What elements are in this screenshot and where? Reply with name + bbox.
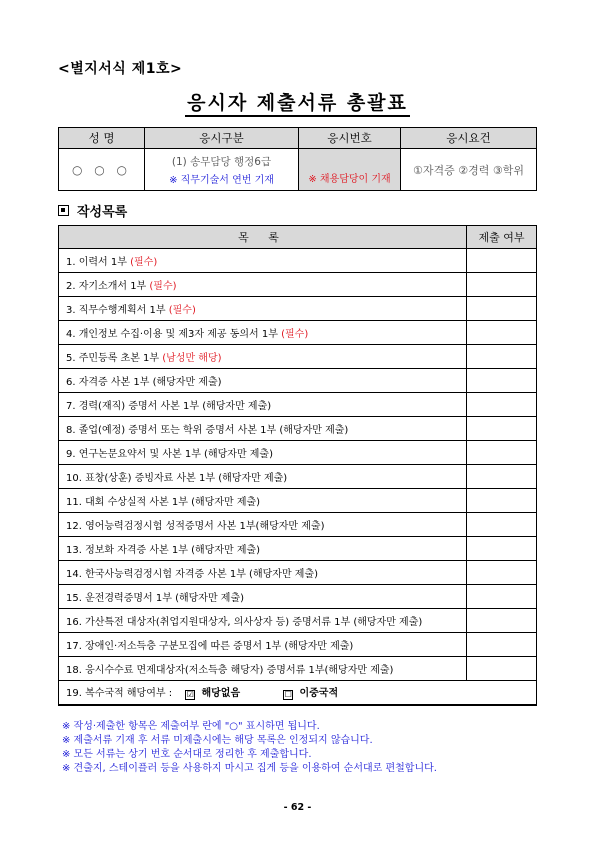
list-item-text: 11. 대회 수상실적 사본 1부 (해당자만 제출) [66,497,261,508]
list-item [59,465,467,489]
applicant-table-row [59,149,537,191]
list-item [59,393,467,417]
checkbox-empty-icon[interactable]: ☐ [284,690,292,700]
list-item-text: 13. 정보화 자격증 사본 1부 (해당자만 제출) [66,545,261,556]
list-item-note: (필수) [149,281,177,292]
table-row [59,609,537,633]
note-4: ※ 견출지, 스테이플러 등을 사용하지 마시고 집게 등을 이용하여 순서대로 편철합니다. [62,763,437,774]
list-item-text: 16. 가산특전 대상자(취업지원대상자, 의사상자 등) 증명서류 1부 (해당자만 제출) [66,617,423,628]
submitted-cell[interactable] [467,585,537,609]
table-row [59,513,537,537]
list-item [59,417,467,441]
submitted-cell[interactable] [467,297,537,321]
list-item [59,585,467,609]
table-row [59,633,537,657]
document-list-table [58,225,537,706]
list-table-header [59,226,537,249]
applicant-table-header [59,128,537,149]
category-value: (1) 송무담당 행정6급 [171,155,272,168]
submitted-cell[interactable] [467,561,537,585]
submitted-cell[interactable] [467,633,537,657]
note-2: ※ 제출서류 기재 후 서류 미제출시에는 해당 목록은 인정되지 않습니다. [62,735,373,746]
table-row [59,441,537,465]
dual-nationality-label: 19. 복수국적 해당여부 : [66,688,173,700]
list-item-text: 15. 운전경력증명서 1부 (해당자만 제출) [66,593,245,604]
document-title: 응시자 제출서류 총괄표 [0,88,595,115]
list-item [59,441,467,465]
checkbox-checked-icon[interactable]: ☑ [186,690,194,700]
submitted-cell[interactable] [467,345,537,369]
table-row [59,489,537,513]
option-not-applicable: 해당없음 [201,688,241,700]
table-row [59,417,537,441]
list-item-note: (필수) [281,329,309,340]
table-row [59,249,537,273]
table-row [59,465,537,489]
submitted-cell[interactable] [467,369,537,393]
option-dual-nationality: 이중국적 [299,688,339,700]
header-requirements: 응시요건 [401,128,537,149]
applicant-info-table [58,127,537,191]
list-item [59,321,467,345]
page-number: - 62 - [283,802,312,813]
submitted-cell[interactable] [467,441,537,465]
table-row [59,297,537,321]
list-item-note: (필수) [130,257,158,268]
number-cell: ※ 채용담당이 기재 [299,149,401,191]
header-category: 응시구분 [145,128,299,149]
dual-nationality-row [59,681,537,705]
list-item-text: 1. 이력서 1부 [66,257,131,268]
list-item-text: 12. 영어능력검정시험 성적증명서 사본 1부(해당자만 제출) [66,521,325,532]
name-cell[interactable]: ○ ○ ○ [59,149,145,191]
list-item [59,561,467,585]
requirements-cell[interactable]: ①자격증 ②경력 ③학위 [401,149,537,191]
category-note: ※ 직무기술서 연번 기재 [169,174,274,186]
list-item-text: 14. 한국사능력검정시험 자격증 사본 1부 (해당자만 제출) [66,569,319,580]
header-list: 목 록 [59,226,467,249]
list-item [59,345,467,369]
list-item-text: 18. 응시수수료 면제대상자(저소득층 해당자) 증명서류 1부(해당자만 제출) [66,665,394,676]
list-item-text: 8. 졸업(예정) 증명서 또는 학위 증명서 사본 1부 (해당자만 제출) [66,425,349,436]
square-bullet-icon [58,205,69,216]
submitted-cell[interactable] [467,273,537,297]
header-name: 성 명 [59,128,145,149]
submitted-cell[interactable] [467,609,537,633]
submitted-cell[interactable] [467,513,537,537]
list-item [59,369,467,393]
list-item [59,609,467,633]
submitted-cell[interactable] [467,657,537,681]
table-row [59,345,537,369]
list-item-text: 9. 연구논문요약서 및 사본 1부 (해당자만 제출) [66,449,273,460]
list-item-text: 17. 장애인·저소득층 구분모집에 따른 증명서 1부 (해당자만 제출) [66,641,354,652]
section-heading [58,201,127,220]
list-item [59,273,467,297]
table-row-19 [59,681,537,705]
header-number: 응시번호 [299,128,401,149]
list-item [59,489,467,513]
table-row [59,585,537,609]
note-1: ※ 작성·제출한 항목은 제출여부 란에 "○" 표시하면 됩니다. [62,721,320,732]
list-item [59,657,467,681]
list-item [59,633,467,657]
submitted-cell[interactable] [467,465,537,489]
submitted-cell[interactable] [467,393,537,417]
section-title: 작성목록 [77,205,128,220]
table-row [59,273,537,297]
list-item-note: (필수) [168,305,196,316]
table-row [59,561,537,585]
submitted-cell[interactable] [467,249,537,273]
list-item-text: 6. 자격증 사본 1부 (해당자만 제출) [66,377,222,388]
table-row [59,393,537,417]
submitted-cell[interactable] [467,417,537,441]
submitted-cell[interactable] [467,537,537,561]
list-item [59,537,467,561]
list-item-text: 5. 주민등록 초본 1부 [66,353,163,364]
list-item [59,513,467,537]
note-3: ※ 모든 서류는 상기 번호 순서대로 정리한 후 제출합니다. [62,749,312,760]
notes-block [62,720,437,776]
list-item-text: 3. 직무수행계획서 1부 [66,305,169,316]
table-row [59,537,537,561]
list-item-text: 2. 자기소개서 1부 [66,281,150,292]
list-item-note: (남성만 해당) [162,353,222,364]
form-number: <별지서식 제1호> [58,61,183,77]
table-row [59,369,537,393]
category-cell[interactable] [145,149,299,191]
submitted-cell[interactable] [467,489,537,513]
list-item [59,249,467,273]
list-item-text: 10. 표창(상훈) 증빙자료 사본 1부 (해당자만 제출) [66,473,288,484]
list-item [59,297,467,321]
list-item-text: 7. 경력(재직) 증명서 사본 1부 (해당자만 제출) [66,401,272,412]
header-submitted: 제출 여부 [467,226,537,249]
list-item-text: 4. 개인정보 수집·이용 및 제3자 제공 동의서 1부 [66,329,282,340]
table-row [59,657,537,681]
table-row [59,321,537,345]
submitted-cell[interactable] [467,321,537,345]
